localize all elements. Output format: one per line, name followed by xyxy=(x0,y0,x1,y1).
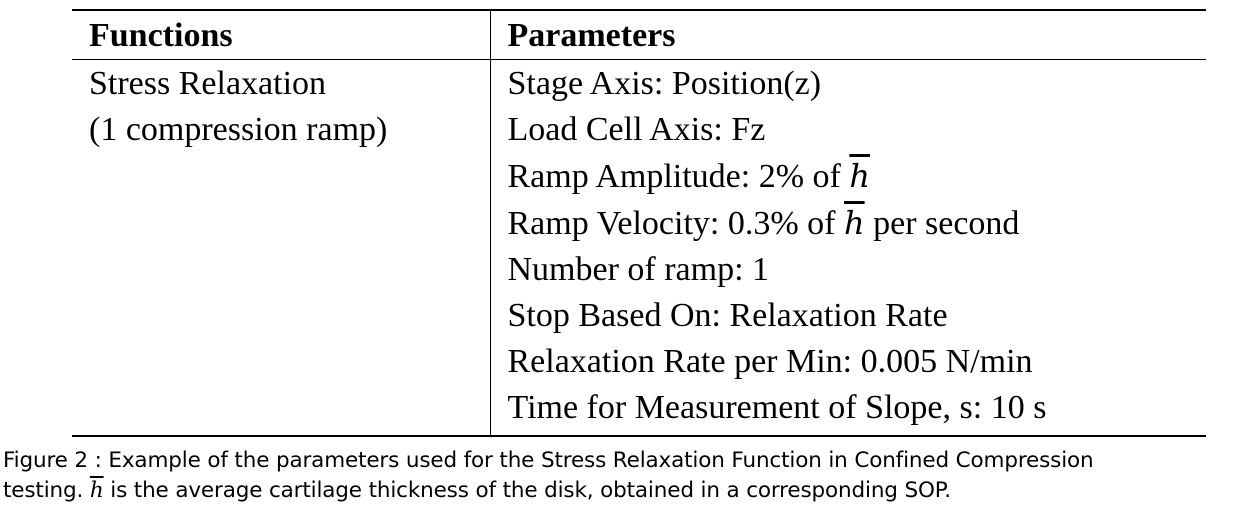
caption-line-2-end: is the average cartilage thickness of the disk, obtained in a corresponding SOP. xyxy=(103,478,951,503)
parameters-table xyxy=(72,9,1206,437)
param-load-cell-axis: Load Cell Axis: Fz xyxy=(507,111,766,148)
h-bar-symbol: $\overline{h}$ xyxy=(89,478,104,503)
param-stage-axis: Stage Axis: Position(z) xyxy=(507,65,822,102)
function-detail: (1 compression ramp) xyxy=(89,111,388,148)
param-ramp-velocity-suffix: per second xyxy=(864,205,1020,242)
functions-cell xyxy=(72,60,490,437)
param-measurement-time: Time for Measurement of Slope, s: 10 s xyxy=(507,389,1047,426)
table-header-row xyxy=(72,10,1206,60)
figure-caption xyxy=(3,446,1258,506)
param-stop-based-on: Stop Based On: Relaxation Rate xyxy=(507,297,948,334)
h-bar-symbol: $\overline{h}$ xyxy=(844,204,865,242)
param-ramp-velocity-text: Ramp Velocity: 0.3% of xyxy=(507,205,844,242)
caption-line-2 xyxy=(3,476,1258,506)
parameters-cell xyxy=(490,60,1206,437)
h-bar-symbol: $\overline{h}$ xyxy=(849,157,870,195)
function-name: Stress Relaxation xyxy=(89,65,327,102)
caption-line-2-start: testing. xyxy=(3,478,90,503)
parameters-table-container xyxy=(72,9,1206,437)
header-parameters: Parameters xyxy=(490,10,1206,60)
table-row xyxy=(72,60,1206,437)
header-functions: Functions xyxy=(72,10,490,60)
param-ramp-velocity xyxy=(508,200,1207,247)
param-number-of-ramp: Number of ramp: 1 xyxy=(507,251,770,288)
param-ramp-amplitude-text: Ramp Amplitude: 2% of xyxy=(507,158,850,195)
caption-line-1: Figure 2 : Example of the parameters used for the Stress Relaxation Function in Confined Compression xyxy=(3,448,1094,473)
param-ramp-amplitude xyxy=(508,153,1207,200)
param-relaxation-rate: Relaxation Rate per Min: 0.005 N/min xyxy=(507,343,1033,380)
